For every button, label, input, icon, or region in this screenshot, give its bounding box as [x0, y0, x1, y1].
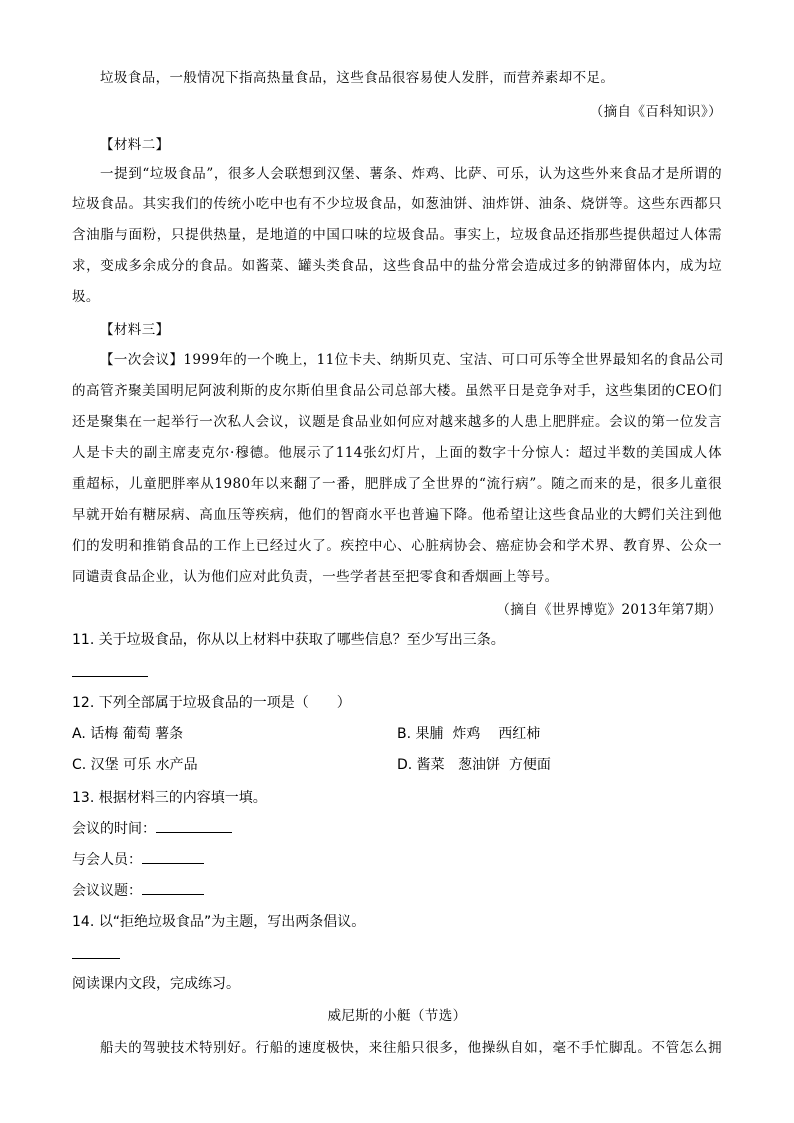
reading-title: 威尼斯的小艇（节选） — [327, 1008, 467, 1024]
material-1-source: （摘自《百科知识》） — [589, 104, 722, 120]
q12-option-b[interactable]: B. 果脯 炸鸡 西红柿 — [397, 726, 541, 742]
material-3-source: （摘自《世界博览》2013年第7期） — [496, 602, 722, 618]
reading-instruction: 阅读课内文段，完成练习。 — [72, 976, 240, 992]
q13-topic-label: 会议议题： — [72, 883, 142, 899]
material-3-line-2: 的高管齐聚美国明尼阿波利斯的皮尔斯伯里食品公司总部大楼。虽然平日是竞争对手，这些集团的CEO们 — [72, 383, 722, 399]
material-1-text: 垃圾食品，一般情况下指高热量食品，这些食品很容易使人发胖，而营养素却不足。 — [100, 70, 615, 86]
material-3-line-1: 【一次会议】1999年的一个晚上，11位卡夫、纳斯贝克、宝洁、可口可乐等全世界最知名的食品公司 — [100, 352, 724, 368]
question-13: 13. 根据材料三的内容填一填。 — [72, 790, 267, 806]
q13-people-row — [72, 849, 204, 869]
material-3-line-8: 同谴责食品企业，认为他们应对此负责，一些学者甚至把零食和香烟画上等号。 — [72, 569, 559, 585]
answer-line-q11[interactable] — [72, 676, 148, 677]
material-3-line-5: 重超标，儿童肥胖率从1980年以来翻了一番，肥胖成了全世界的“流行病”。随之而来的是，很多儿童很 — [72, 476, 722, 492]
material-2-line-2: 垃圾食品。其实我们的传统小吃中也有不少垃圾食品，如葱油饼、油炸饼、油条、烧饼等。这些东西都只 — [72, 196, 722, 212]
material-2-line-5: 圾。 — [72, 289, 100, 305]
material-3-heading: 【材料三】 — [100, 322, 170, 338]
material-2-line-4: 求，变成多余成分的食品。如酱菜、罐头类食品，这些食品中的盐分常会造成过多的钠滞留体内，成为垃 — [72, 258, 722, 274]
material-3-line-6: 早就开始有糖尿病、高血压等疾病，他们的智商水平也普遍下降。他希望让这些食品业的大鳄们关注到他 — [72, 507, 722, 523]
q12-option-c[interactable]: C. 汉堡 可乐 水产品 — [72, 757, 198, 773]
material-3-line-7: 们的发明和推销食品的工作上已经过火了。疾控中心、心脏病协会、癌症协会和学术界、教育界、公众一 — [72, 538, 722, 554]
q13-people-label: 与会人员： — [72, 852, 142, 868]
question-14: 14. 以“拒绝垃圾食品”为主题，写出两条倡议。 — [72, 914, 366, 930]
q13-people-blank[interactable] — [142, 849, 204, 864]
q13-time-blank[interactable] — [156, 818, 232, 833]
answer-line-q14[interactable] — [72, 958, 120, 959]
material-2-line-3: 含油脂与面粉，只提供热量，是地道的中国口味的垃圾食品。事实上，垃圾食品还指那些提供超过人体需 — [72, 227, 722, 243]
q13-time-row — [72, 818, 232, 838]
material-3-line-4: 人是卡夫的副主席麦克尔·穆德。他展示了114张幻灯片，上面的数字十分惊人：超过半数的美国成人体 — [72, 445, 722, 461]
q12-option-a[interactable]: A. 话梅 葡萄 薯条 — [72, 726, 184, 742]
reading-first-line: 船夫的驾驶技术特别好。行船的速度极快，来往船只很多，他操纵自如，毫不手忙脚乱。不管怎么拥 — [100, 1040, 722, 1056]
material-2-heading: 【材料二】 — [100, 137, 170, 153]
question-11: 11. 关于垃圾食品，你从以上材料中获取了哪些信息？至少写出三条。 — [72, 632, 505, 648]
q13-topic-row — [72, 880, 204, 900]
material-3-line-3: 还是聚集在一起举行一次私人会议，议题是食品业如何应对越来越多的人患上肥胖症。会议的第一位发言 — [72, 414, 722, 430]
material-2-line-1: 一提到“垃圾食品”，很多人会联想到汉堡、薯条、炸鸡、比萨、可乐，认为这些外来食品才是所谓的 — [100, 166, 722, 182]
q12-option-d[interactable]: D. 酱菜 葱油饼 方便面 — [397, 757, 551, 773]
q13-topic-blank[interactable] — [142, 880, 204, 895]
question-12: 12. 下列全部属于垃圾食品的一项是（ ） — [72, 695, 351, 711]
q13-time-label: 会议的时间： — [72, 821, 156, 837]
